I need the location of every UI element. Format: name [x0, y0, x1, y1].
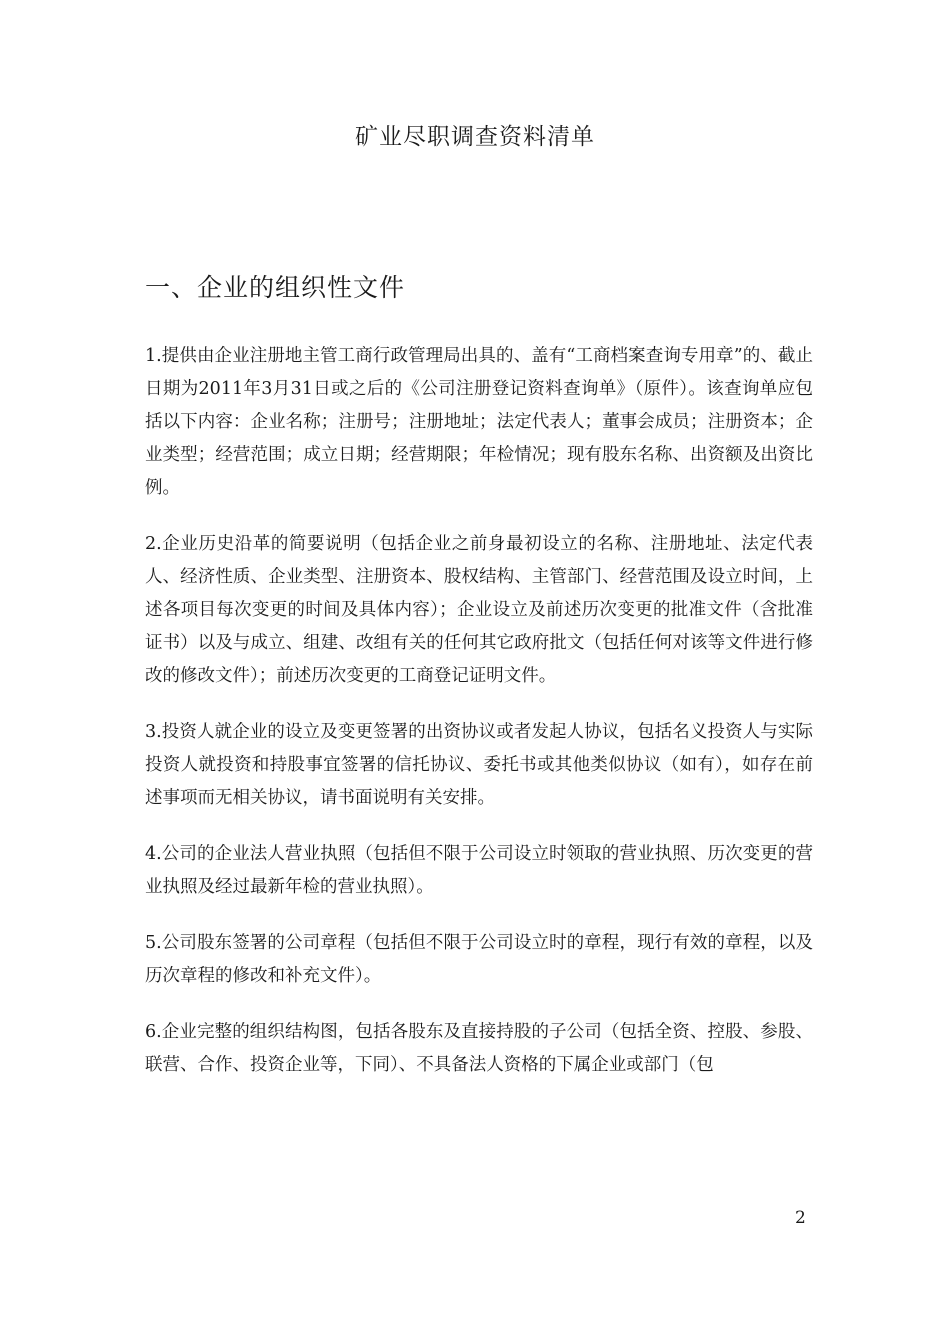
- page-number: 2: [795, 1208, 806, 1228]
- paragraph-6: 6.企业完整的组织结构图，包括各股东及直接持股的子公司（包括全资、控股、参股、联营、合作、投资企业等，下同）、不具备法人资格的下属企业或部门（包: [145, 1022, 813, 1075]
- section-heading: 一、企业的组织性文件: [145, 273, 406, 302]
- document-body: [145, 340, 813, 1105]
- paragraph-5: 5.公司股东签署的公司章程（包括但不限于公司设立时的章程，现行有效的章程，以及历次章程的修改和补充文件）。: [145, 933, 813, 986]
- paragraph-4: 4.公司的企业法人营业执照（包括但不限于公司设立时领取的营业执照、历次变更的营业执照及经过最新年检的营业执照）。: [145, 844, 813, 897]
- paragraph-3: 3.投资人就企业的设立及变更签署的出资协议或者发起人协议，包括名义投资人与实际投资人就投资和持股事宜签署的信托协议、委托书或其他类似协议（如有），如存在前述事项而无相关协议，请书面说明有关安排。: [145, 722, 813, 808]
- paragraph-1: 1.提供由企业注册地主管工商行政管理局出具的、盖有“工商档案查询专用章”的、截止日期为2011年3月31日或之后的《公司注册登记资料查询单》（原件）。该查询单应包括以下内容：企业名称；注册号；注册地址；法定代表人；董事会成员；注册资本；企业类型；经营范围；成立日期；经营期限；年检情况；现有股东名称、出资额及出资比例。: [145, 346, 813, 498]
- paragraph-2: 2.企业历史沿革的简要说明（包括企业之前身最初设立的名称、注册地址、法定代表人、经济性质、企业类型、注册资本、股权结构、主管部门、经营范围及设立时间，上述各项目每次变更的时间及具体内容）；企业设立及前述历次变更的批准文件（含批准证书）以及与成立、组建、改组有关的任何其它政府批文（包括任何对该等文件进行修改的修改文件）；前述历次变更的工商登记证明文件。: [145, 534, 813, 686]
- document-title: 矿业尽职调查资料清单: [355, 124, 595, 150]
